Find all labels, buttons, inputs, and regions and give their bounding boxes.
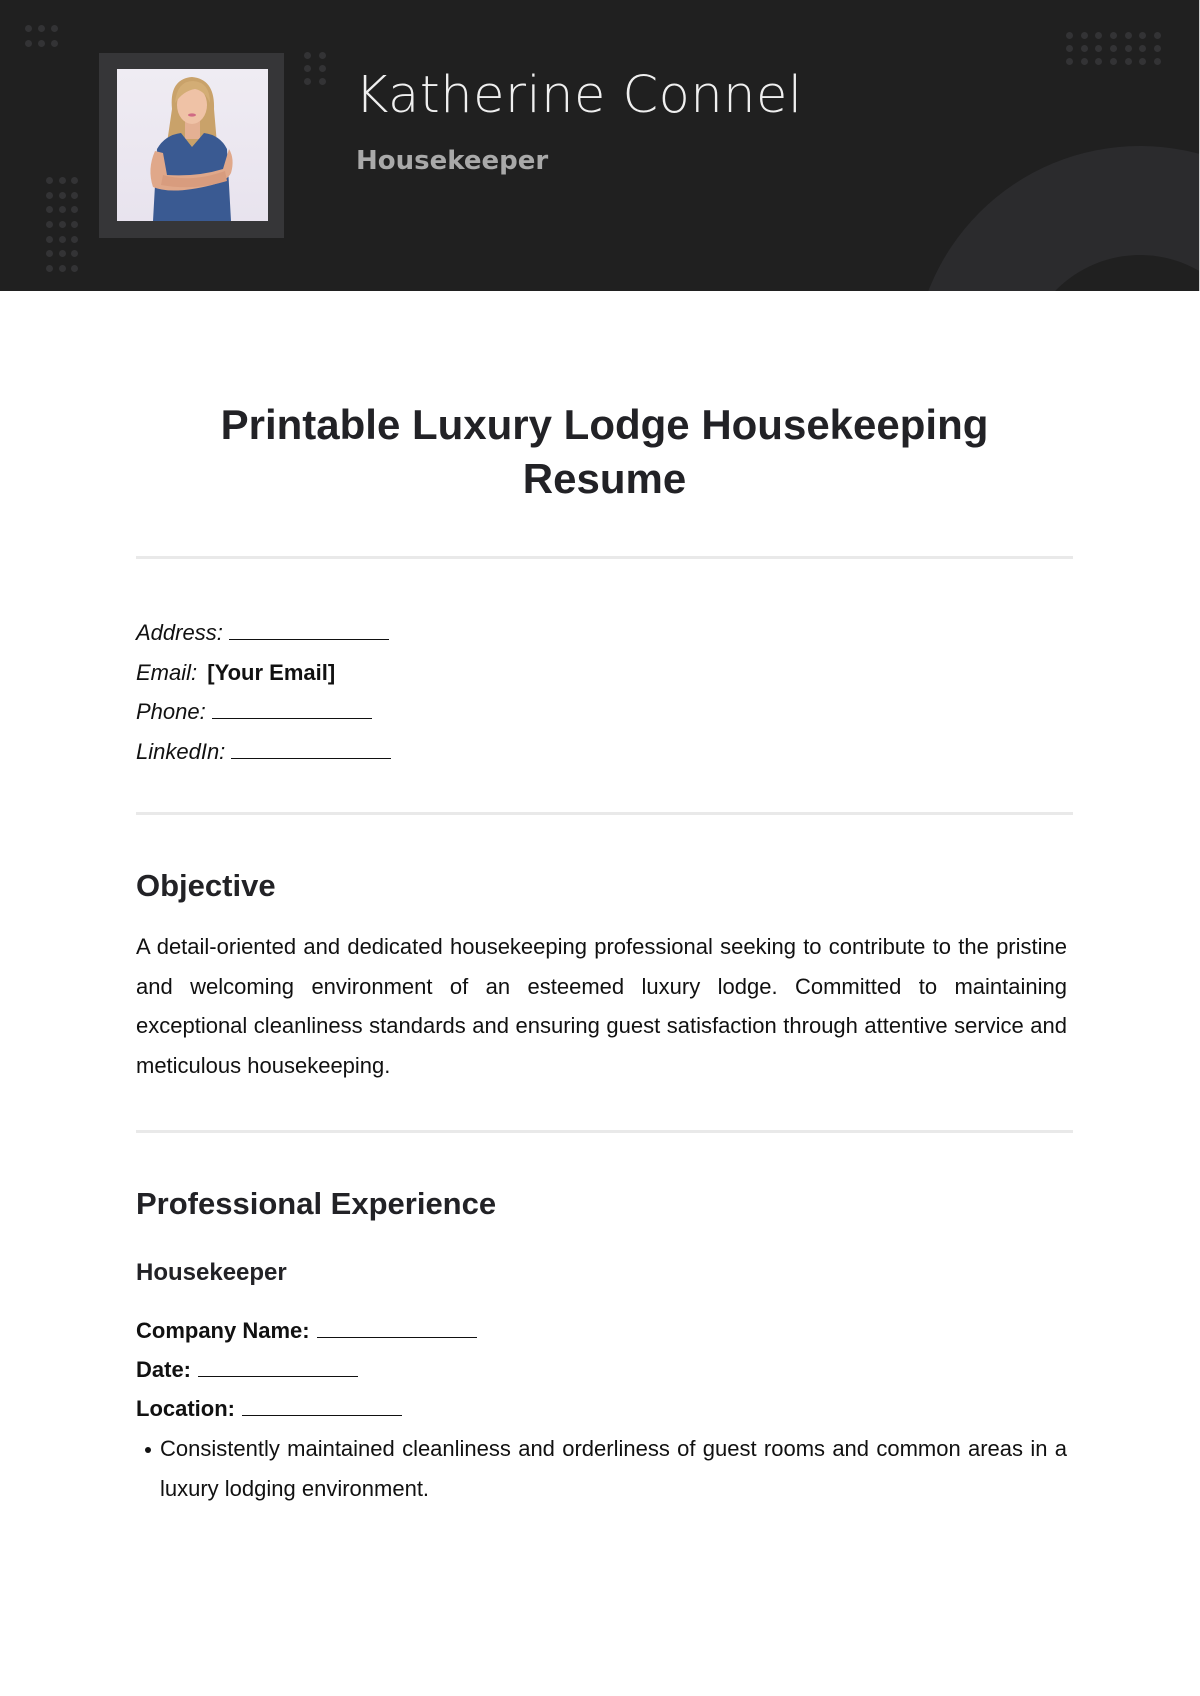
decorative-dot-grid <box>1066 32 1161 65</box>
person-portrait-icon <box>117 69 268 221</box>
company-blank-field[interactable] <box>317 1320 477 1338</box>
location-blank-field[interactable] <box>242 1398 402 1416</box>
job-title: Housekeeper <box>136 1259 287 1286</box>
linkedin-label: LinkedIn: <box>136 738 226 764</box>
date-blank-field[interactable] <box>198 1359 358 1377</box>
objective-heading: Objective <box>136 868 276 903</box>
job-details <box>136 1311 477 1428</box>
objective-text: A detail-oriented and dedicated housekeeping professional seeking to contribute to the pristine and welcoming environment of an esteemed luxury lodge. Committed to maintaining exceptional cleanliness standards and ensuring guest satisfaction through attentive service and meticulous housekeeping. <box>136 934 1067 1078</box>
section-divider <box>136 812 1073 815</box>
address-label: Address: <box>136 620 223 645</box>
linkedin-blank-field[interactable] <box>231 741 391 759</box>
contact-address <box>136 613 391 653</box>
list-item: Consistently maintained cleanliness and orderliness of guest rooms and common areas in a luxury lodging environment. <box>136 1429 1067 1508</box>
phone-blank-field[interactable] <box>212 701 372 719</box>
job-location <box>136 1389 477 1428</box>
contact-email <box>136 653 391 693</box>
experience-heading: Professional Experience <box>136 1186 497 1221</box>
decorative-dot-grid <box>25 25 58 47</box>
location-label: Location: <box>136 1396 235 1421</box>
resume-header <box>0 0 1200 291</box>
contact-phone <box>136 692 391 732</box>
contact-linkedin <box>136 732 391 772</box>
address-blank-field[interactable] <box>229 622 389 640</box>
job-company <box>136 1311 477 1350</box>
profile-photo-frame <box>99 53 284 238</box>
section-divider <box>136 556 1073 559</box>
job-responsibilities <box>136 1429 1067 1508</box>
profile-photo <box>117 69 268 221</box>
section-divider <box>136 1130 1073 1133</box>
email-label: Email: <box>136 659 198 685</box>
date-label: Date: <box>136 1357 192 1382</box>
phone-label: Phone: <box>136 699 206 724</box>
decorative-dot-grid <box>46 177 78 272</box>
company-label: Company Name: <box>136 1318 310 1343</box>
candidate-name: Katherine Connel <box>355 66 803 125</box>
email-value: [Your Email] <box>207 659 336 685</box>
document-title: Printable Luxury Lodge Housekeeping Resume <box>220 401 989 502</box>
decorative-dot-grid <box>304 52 326 85</box>
candidate-role: Housekeeper <box>356 146 549 176</box>
job-date <box>136 1350 477 1389</box>
contact-info <box>136 613 391 771</box>
